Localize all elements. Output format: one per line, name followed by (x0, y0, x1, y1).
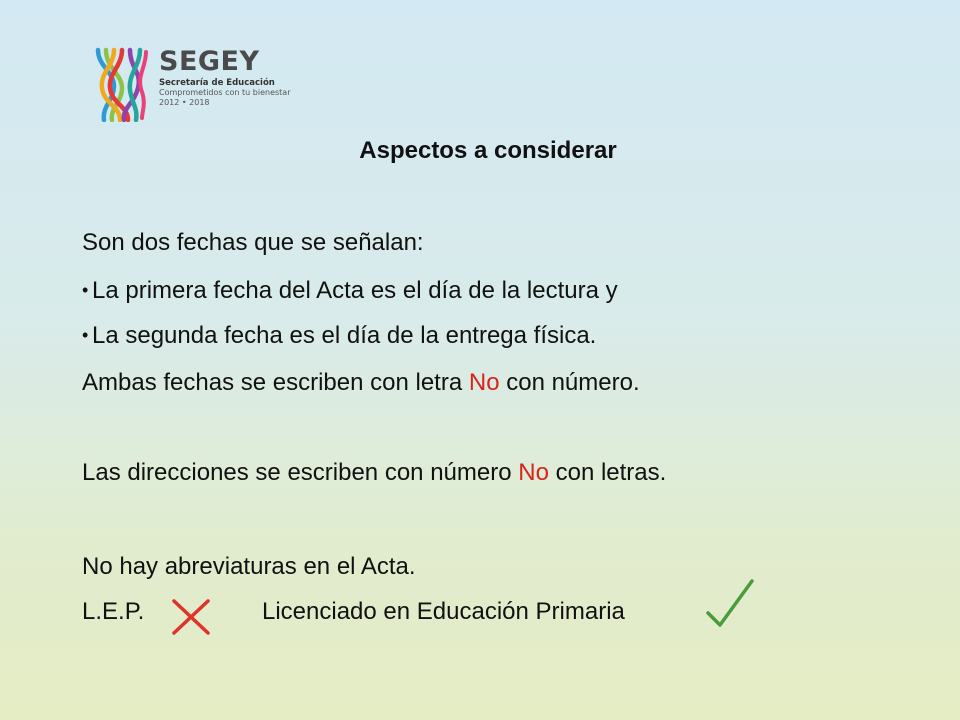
bullet-symbol: • (82, 280, 89, 300)
abbreviation-wrong: L.E.P. (82, 598, 145, 625)
bullet-text-1: La primera fecha del Acta es el día de la lectura y (92, 277, 618, 304)
logo-line1: Secretaría de Educación (159, 78, 275, 88)
slide-title: Aspectos a considerar (359, 137, 617, 164)
address-rule-highlight: No (518, 459, 549, 486)
dates-rule (82, 368, 640, 398)
bullet-text-2: La segunda fecha es el día de la entrega física. (92, 322, 597, 349)
dates-rule-after: con número. (499, 369, 640, 396)
logo-text (159, 48, 290, 108)
logo-name: SEGEY (159, 46, 260, 77)
bullet-symbol: • (82, 325, 89, 345)
intro-text: Son dos fechas que se señalan: (82, 229, 424, 256)
check-icon (704, 577, 756, 629)
dates-rule-highlight: No (468, 369, 500, 396)
address-rule (82, 458, 666, 488)
segey-logo (92, 44, 292, 124)
abbrev-rule: No hay abreviaturas en el Acta. (82, 553, 416, 580)
abbreviation-full: Licenciado en Educación Primaria (262, 598, 625, 625)
cross-icon (170, 597, 212, 637)
bullet-item-2 (82, 320, 596, 351)
logo-line3: 2012 • 2018 (159, 98, 210, 107)
abbreviation-example (82, 597, 782, 637)
dates-rule-before: Ambas fechas se escriben con letra (82, 369, 469, 396)
bullet-item-1 (82, 275, 618, 306)
address-rule-after: con letras. (548, 459, 667, 486)
logo-line2: Comprometidos con tu bienestar (159, 88, 291, 97)
address-rule-before: Las direcciones se escriben con número (82, 459, 519, 486)
logo-braid-icon (92, 46, 150, 122)
